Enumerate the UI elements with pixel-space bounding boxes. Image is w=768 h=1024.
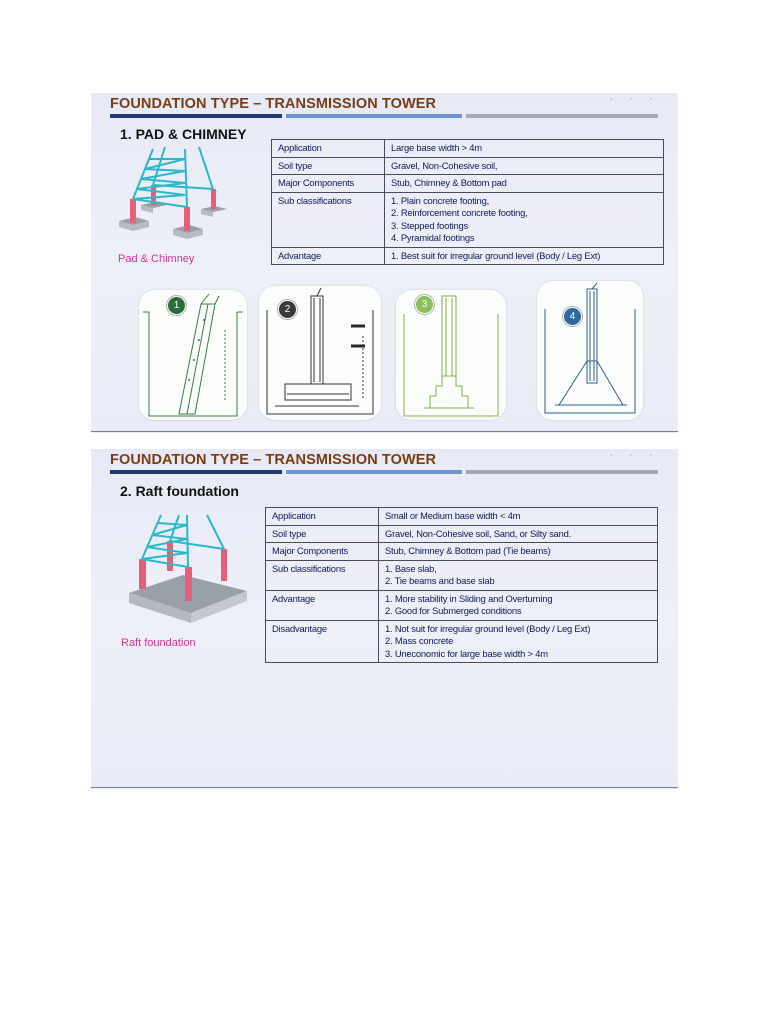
slide-raft-foundation [91, 449, 678, 789]
row-value: Stub, Chimney & Bottom pad [385, 175, 664, 193]
window-controls-dots: • • • [610, 453, 660, 459]
underline-bar-dark [110, 470, 282, 474]
table-row [272, 192, 664, 247]
diagram-number-badge: 4 [563, 307, 582, 326]
diagram-thumbnail-2 [259, 286, 381, 420]
row-key: Sub classifications [272, 192, 385, 247]
row-key: Advantage [266, 590, 379, 620]
list-item: 1. Best suit for irregular ground level (Body / Leg Ext) [391, 249, 601, 261]
diagram-thumbnail-1 [139, 290, 247, 420]
slide-bottom-line [91, 787, 678, 788]
list-item: 1. Base slab, [385, 562, 437, 574]
table-row [266, 543, 658, 561]
spec-table [271, 139, 664, 265]
list-item: 1. Plain concrete footing, [391, 194, 489, 206]
table-row [266, 590, 658, 620]
list-item: 1. More stability in Sliding and Overturning [385, 592, 553, 604]
row-key: Sub classifications [266, 560, 379, 590]
table-row [272, 175, 664, 193]
list-item: 1. Not suit for irregular ground level (Body / Leg Ext) [385, 622, 591, 634]
diagram-number-badge: 2 [278, 300, 297, 319]
pyramidal-footing-drawing [537, 281, 643, 420]
diagram-number-badge: 3 [415, 295, 434, 314]
underline-bar-dark [110, 114, 282, 118]
list-item: 4. Pyramidal footings [391, 232, 475, 243]
row-value: Stub, Chimney & Bottom pad (Tie beams) [379, 543, 658, 561]
slide-title: FOUNDATION TYPE – TRANSMISSION TOWER [110, 96, 437, 112]
section-subtitle: 2. Raft foundation [120, 483, 239, 499]
row-value-list [379, 560, 658, 590]
title-underline-bars [110, 114, 658, 119]
table-row [266, 560, 658, 590]
row-key: Major Components [272, 175, 385, 193]
list-item: 3. Uneconomic for large base width > 4m [385, 647, 548, 659]
row-key: Soil type [272, 157, 385, 175]
table-row [272, 247, 664, 265]
underline-bar-light [286, 114, 462, 118]
pad-and-chimney-tower-illustration [113, 145, 241, 241]
stepped-footing-drawing [396, 290, 506, 420]
row-value: Gravel, Non-Cohesive soil, Sand, or Silty sand. [379, 525, 658, 543]
raft-foundation-tower-illustration [121, 513, 251, 625]
slide-pad-and-chimney [91, 93, 678, 433]
diagram-thumbnail-4 [537, 281, 643, 420]
diagram-number-badge: 1 [167, 296, 186, 315]
row-key: Major Components [266, 543, 379, 561]
table-row [266, 508, 658, 526]
row-value-list [385, 192, 664, 247]
table-row [272, 140, 664, 158]
underline-bar-gray [466, 470, 658, 474]
row-value: Large base width > 4m [385, 140, 664, 158]
row-value-list [379, 620, 658, 663]
spec-table [265, 507, 658, 663]
slide-title: FOUNDATION TYPE – TRANSMISSION TOWER [110, 452, 437, 468]
row-key: Application [272, 140, 385, 158]
list-item: 2. Reinforcement concrete footing, [391, 207, 528, 218]
table-row [266, 525, 658, 543]
list-item: 2. Good for Submerged conditions [385, 605, 522, 616]
reinforced-concrete-footing-drawing [259, 286, 381, 420]
slide-bottom-line [91, 431, 678, 432]
list-item: 3. Stepped footings [391, 219, 468, 231]
title-underline-bars [110, 470, 658, 475]
window-controls-dots: • • • [610, 97, 660, 103]
underline-bar-gray [466, 114, 658, 118]
image-caption: Pad & Chimney [118, 253, 195, 265]
list-item: 2. Mass concrete [385, 635, 454, 646]
diagram-thumbnail-3 [396, 290, 506, 420]
underline-bar-light [286, 470, 462, 474]
row-key: Soil type [266, 525, 379, 543]
row-key: Application [266, 508, 379, 526]
row-key: Disadvantage [266, 620, 379, 663]
image-caption: Raft foundation [121, 637, 196, 649]
row-value: Small or Medium base width < 4m [379, 508, 658, 526]
row-value-list [379, 590, 658, 620]
row-value-list [385, 247, 664, 265]
table-row [266, 620, 658, 663]
row-key: Advantage [272, 247, 385, 265]
section-subtitle: 1. PAD & CHIMNEY [120, 126, 247, 142]
list-item: 2. Tie beams and base slab [385, 575, 495, 586]
plain-concrete-footing-drawing [139, 290, 247, 420]
row-value: Gravel, Non-Cohesive soil, [385, 157, 664, 175]
table-row [272, 157, 664, 175]
